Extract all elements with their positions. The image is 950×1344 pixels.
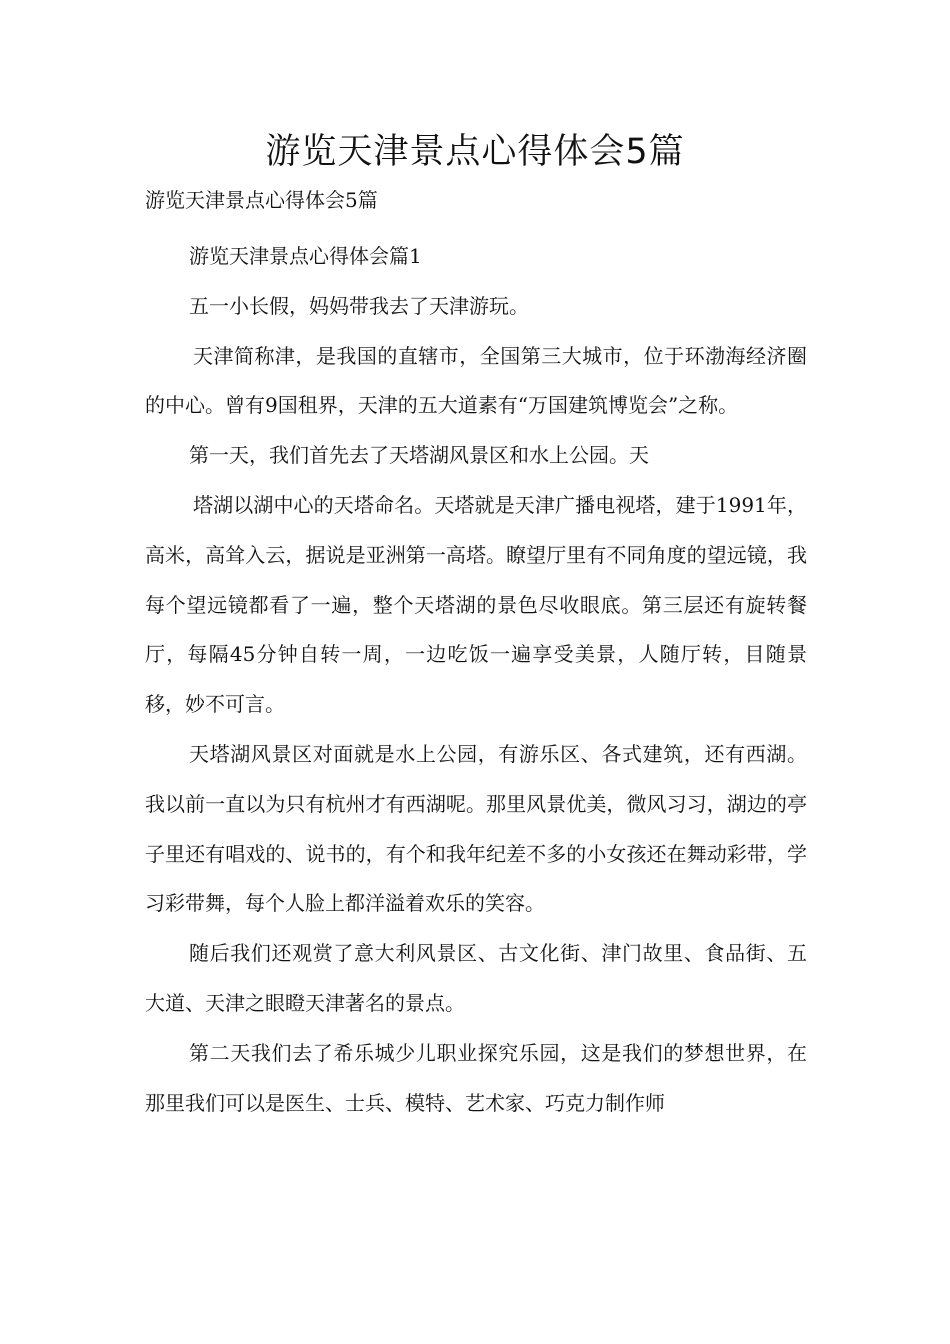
document-subtitle: 游览天津景点心得体会5篇 — [145, 188, 378, 212]
paragraph-3: 第一天，我们首先去了天塔湖风景区和水上公园。天 — [189, 443, 649, 468]
paragraph-1: 五一小长假，妈妈带我去了天津游玩。 — [189, 293, 529, 318]
document-title: 游览天津景点心得体会5篇 — [265, 132, 685, 172]
section-heading: 游览天津景点心得体会篇1 — [189, 244, 422, 268]
paragraph-4: 塔湖以湖中心的天塔命名。天塔就是天津广播电视塔，建于1991年，高米，高耸入云，据说是亚洲第一高塔。瞭望厅里有不同角度的望远镜，我每个望远镜都看了一遍，整个天塔湖的景色尽收眼底。第三层还有旋转餐厅，每隔45分钟自转一周，一边吃饭一遍享受美景，人随厅转，目随景移，妙不可言。 — [145, 492, 807, 717]
document-body — [145, 180, 807, 1128]
paragraph-6: 随后我们还观赏了意大利风景区、古文化街、津门故里、食品街、五大道、天津之眼瞪天津著名的景点。 — [145, 941, 807, 1015]
paragraph-5: 天塔湖风景区对面就是水上公园，有游乐区、各式建筑，还有西湖。我以前一直以为只有杭州才有西湖呢。那里风景优美，微风习习，湖边的亭子里还有唱戏的、说书的，有个和我年纪差不多的小女孩还在舞动彩带，学习彩带舞，每个人脸上都洋溢着欢乐的笑容。 — [145, 741, 807, 916]
paragraph-2: 天津简称津，是我国的直辖市，全国第三大城市，位于环渤海经济圈的中心。曾有9国租界，天津的五大道素有“万国建筑博览会”之称。 — [145, 343, 807, 418]
paragraph-7: 第二天我们去了希乐城少儿职业探究乐园，这是我们的梦想世界，在那里我们可以是医生、士兵、模特、艺术家、巧克力制作师 — [145, 1040, 807, 1115]
